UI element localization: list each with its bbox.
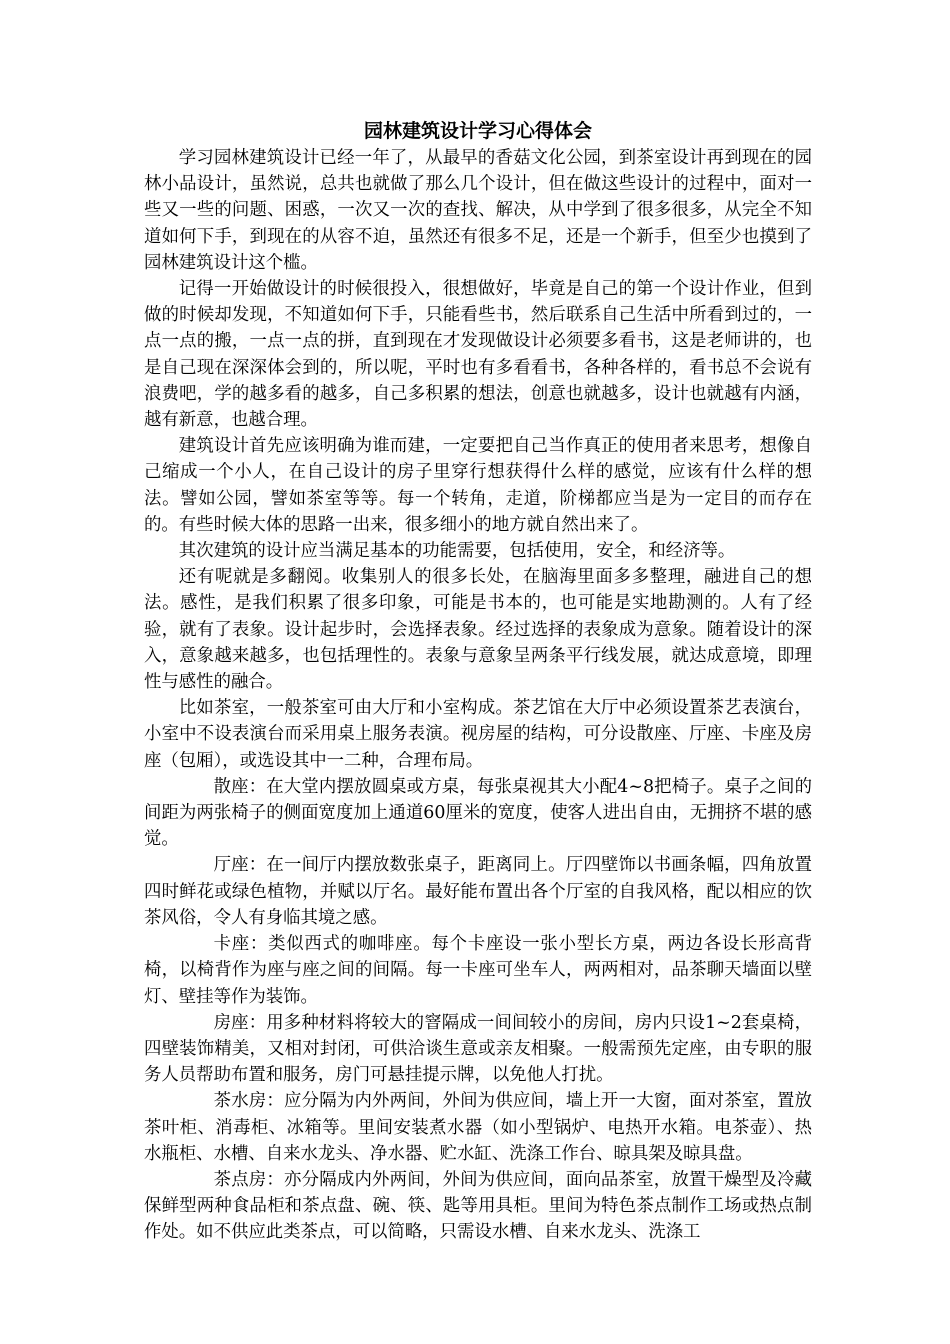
paragraph-user-perspective: 建筑设计首先应该明确为谁而建，一定要把自己当作真正的使用者来思考，想像自己缩成一个小人，在自己设计的房子里穿行想获得什么样的感觉，应该有什么样的想法。譬如公园，譬如茶室等等。每一个转角，走道，阶梯都应当是为一定目的而存在的。有些时候大体的思路一出来，很多细小的地方就自然出来了。 [144,436,812,535]
paragraph-snack-room: 茶点房：亦分隔成内外两间，外间为供应间，面向品茶室，放置干燥型及冷藏保鲜型两种食品柜和茶点盘、碗、筷、匙等用具柜。里间为特色茶点制作工场或热点制作处。如不供应此类茶点，可以简略，只需设水槽、自来水龙头、洗涤工 [144,1169,812,1243]
document-page [144,118,812,1246]
document-title: 园林建筑设计学习心得体会 [363,120,592,142]
paragraph-hall-seating: 厅座：在一间厅内摆放数张桌子，距离同上。厅四壁饰以书画条幅，四角放置四时鲜花或绿色植物，并赋以厅名。最好能布置出各个厅室的自我风格，配以相应的饮茶风俗，令人有身临其境之感。 [144,855,812,928]
paragraph-first-design: 记得一开始做设计的时候很投入，很想做好，毕竟是自己的第一个设计作业，但到做的时候却发现，不知道如何下手，只能看些书，然后联系自己生活中所看到过的，一点一点的搬，一点一点的拼，直到现在才发现做设计必须要多看书，这是老师讲的，也是自己现在深深体会到的，所以呢，平时也有多看看书，各种各样的，看书总不会说有浪费吧，学的越多看的越多，自己多积累的想法，创意也就越多，设计也就越有内涵，越有新意，也越合理。 [144,279,812,431]
paragraph-reading: 还有呢就是多翻阅。收集别人的很多长处，在脑海里面多多整理，融进自己的想法。感性，是我们积累了很多印象，可能是书本的，也可能是实地勘测的。人有了经验，就有了表象。设计起步时，会选择表象。经过选择的表象成为意象。随着设计的深入，意象越来越多，也包括理性的。表象与意象呈两条平行线发展，就达成意境，即理性与感性的融合。 [144,567,812,693]
paragraph-private-room: 房座：用多种材料将较大的窨隔成一间间较小的房间，房内只设1~2套桌椅，四壁装饰精美，又相对封闭，可供洽谈生意或亲友相聚。一般需预先定座，由专职的服务人员帮助布置和服务，房门可悬挂提示牌，以免他人打扰。 [144,1012,812,1086]
paragraph-function: 其次建筑的设计应当满足基本的功能需要，包括使用，安全，和经济等。 [178,541,736,562]
paragraph-intro: 学习园林建筑设计已经一年了，从最早的香菇文化公园，到茶室设计再到现在的园林小品设计，虽然说，总共也就做了那么几个设计，但在做这些设计的过程中，面对一些又一些的问题、困惑，一次又一次的查找、解决，从中学到了很多很多，从完全不知道如何下手，到现在的从容不迫，虽然还有很多不足，还是一个新手，但至少也摸到了园林建筑设计这个槛。 [144,148,812,273]
paragraph-teahouse: 比如茶室，一般茶室可由大厅和小室构成。茶艺馆在大厅中必须设置茶艺表演台，小室中不设表演台而采用桌上服务表演。视房屋的结构，可分设散座、厅座、卡座及房座（包厢），或选设其中一二种，合理布局。 [144,698,812,771]
paragraph-open-seating: 散座：在大堂内摆放圆桌或方桌，每张桌视其大小配4~8把椅子。桌子之间的间距为两张椅子的侧面宽度加上通道60厘米的宽度，使客人进出自由，无拥挤不堪的感觉。 [144,776,812,850]
paragraph-booth-seating: 卡座：类似西式的咖啡座。每个卡座设一张小型长方桌，两边各设长形高背椅，以椅背作为座与座之间的间隔。每一卡座可坐车人，两两相对，品茶聊天墙面以壁灯、壁挂等作为装饰。 [144,934,812,1007]
paragraph-water-room: 茶水房：应分隔为内外两间，外间为供应间，墙上开一大窗，面对茶室，置放茶叶柜、消毒柜、冰箱等。里间安装煮水器（如小型锅炉、电热开水箱。电茶壶）、热水瓶柜、水槽、自来水龙头、净水器、贮水缸、洗涤工作台、晾具架及晾具盘。 [144,1091,812,1164]
